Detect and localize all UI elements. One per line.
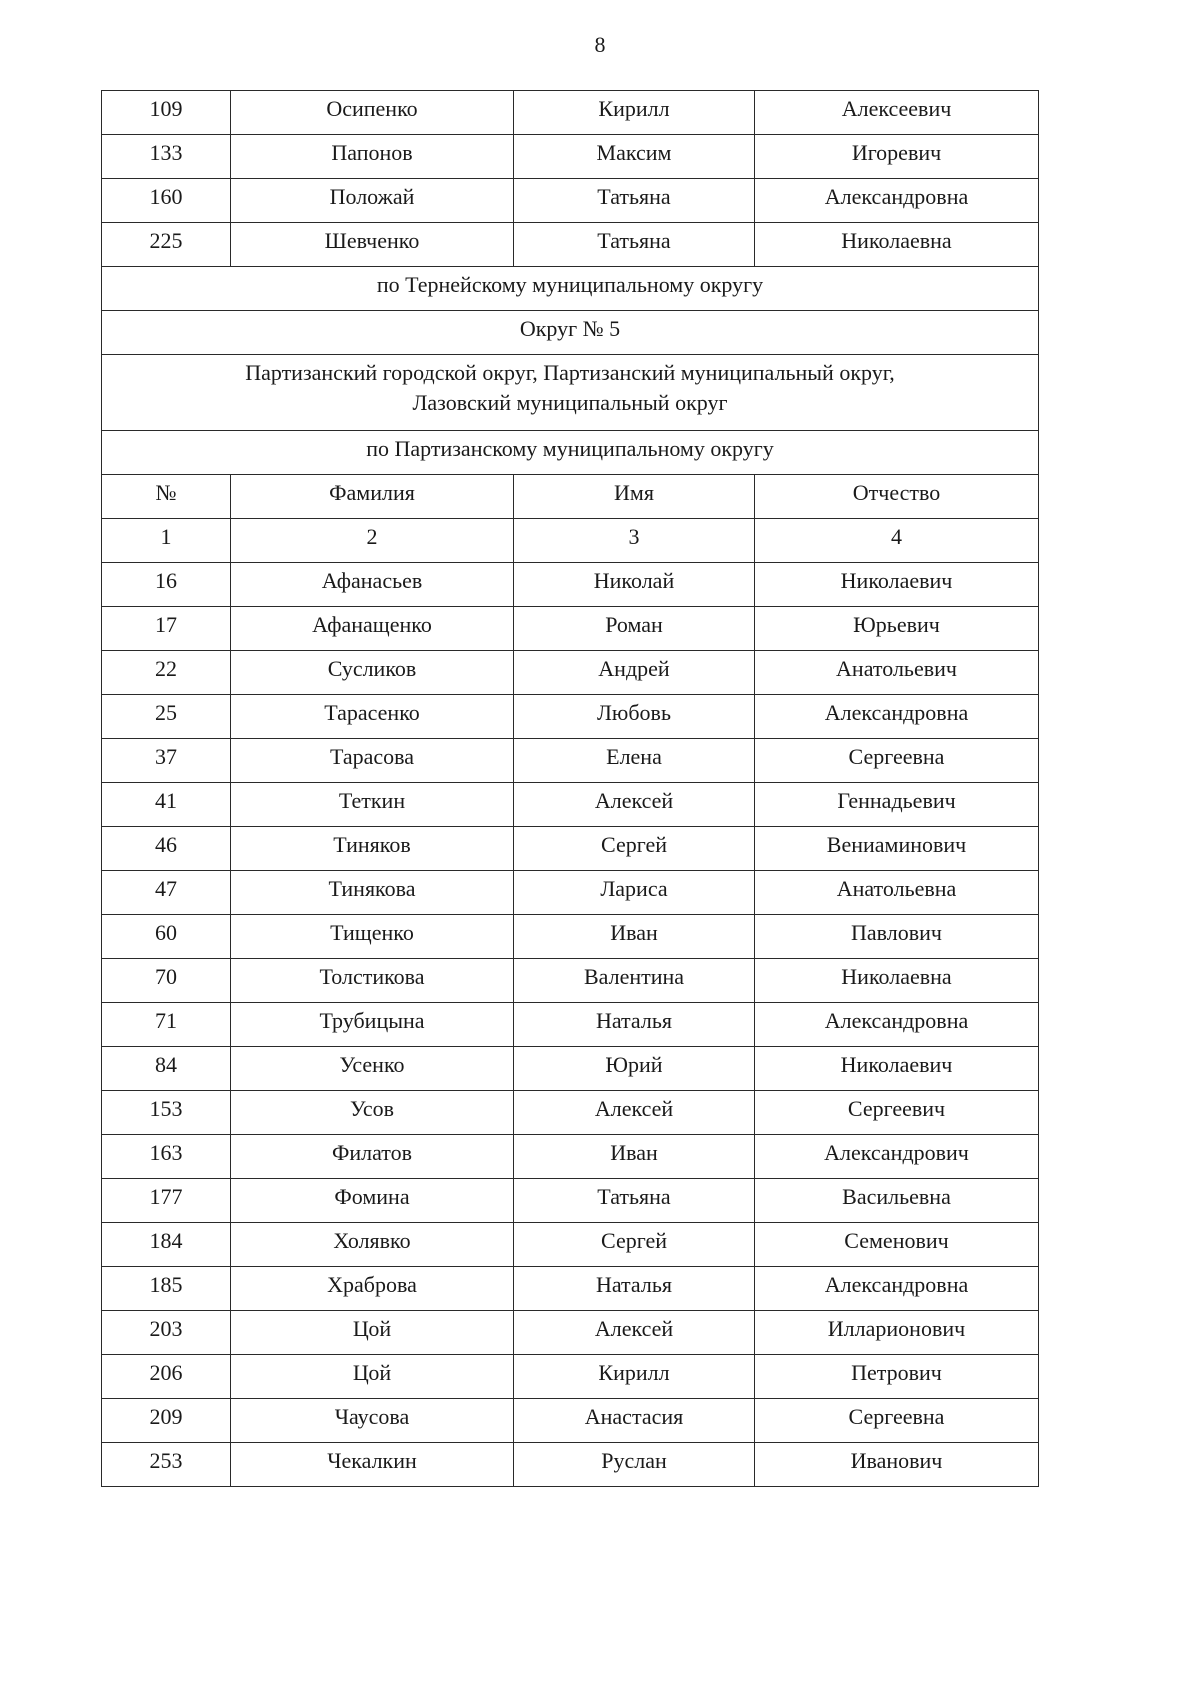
cell-surname: Фомина [231, 1179, 514, 1223]
column-numbers-row [102, 519, 1039, 563]
cell-surname: Шевченко [231, 223, 514, 267]
header-patronymic: Отчество [755, 475, 1039, 519]
district-title-row [102, 311, 1039, 355]
cell-patronymic: Илларионович [755, 1311, 1039, 1355]
table-row [102, 1443, 1039, 1487]
cell-name: Любовь [514, 695, 755, 739]
cell-surname: Трубицына [231, 1003, 514, 1047]
section-row-terney [102, 267, 1039, 311]
cell-number: 47 [102, 871, 231, 915]
table-row [102, 91, 1039, 135]
cell-name: Татьяна [514, 223, 755, 267]
cell-patronymic: Иванович [755, 1443, 1039, 1487]
cell-name: Юрий [514, 1047, 755, 1091]
table-row [102, 915, 1039, 959]
cell-patronymic: Николаевна [755, 223, 1039, 267]
district-title: Округ № 5 [102, 311, 1039, 355]
cell-number: 184 [102, 1223, 231, 1267]
cell-name: Алексей [514, 783, 755, 827]
cell-name: Валентина [514, 959, 755, 1003]
cell-surname: Тиняков [231, 827, 514, 871]
cell-surname: Тинякова [231, 871, 514, 915]
cell-patronymic: Васильевна [755, 1179, 1039, 1223]
cell-surname: Афанащенко [231, 607, 514, 651]
cell-number: 225 [102, 223, 231, 267]
cell-patronymic: Николаевна [755, 959, 1039, 1003]
cell-surname: Цой [231, 1355, 514, 1399]
cell-patronymic: Анатольевич [755, 651, 1039, 695]
cell-number: 163 [102, 1135, 231, 1179]
table-row [102, 1267, 1039, 1311]
section-terney: по Тернейскому муниципальному округу [102, 267, 1039, 311]
header-no: № [102, 475, 231, 519]
table-row [102, 179, 1039, 223]
table-row [102, 1399, 1039, 1443]
cell-number: 206 [102, 1355, 231, 1399]
section-partizansk: по Партизанскому муниципальному округу [102, 431, 1039, 475]
table-row [102, 1047, 1039, 1091]
cell-name: Алексей [514, 1091, 755, 1135]
table-row [102, 607, 1039, 651]
cell-patronymic: Николаевич [755, 563, 1039, 607]
cell-patronymic: Алексеевич [755, 91, 1039, 135]
cell-number: 60 [102, 915, 231, 959]
column-number-4: 4 [755, 519, 1039, 563]
cell-name: Елена [514, 739, 755, 783]
cell-number: 177 [102, 1179, 231, 1223]
cell-patronymic: Александровна [755, 179, 1039, 223]
cell-patronymic: Александровна [755, 1267, 1039, 1311]
cell-patronymic: Александровна [755, 1003, 1039, 1047]
district-desc-row [102, 355, 1039, 431]
table-row [102, 1135, 1039, 1179]
cell-number: 25 [102, 695, 231, 739]
cell-number: 84 [102, 1047, 231, 1091]
table-row [102, 871, 1039, 915]
cell-surname: Холявко [231, 1223, 514, 1267]
column-number-1: 1 [102, 519, 231, 563]
district-desc-line1: Партизанский городской округ, Партизанский муниципальный округ, [245, 360, 895, 385]
cell-number: 17 [102, 607, 231, 651]
cell-number: 185 [102, 1267, 231, 1311]
cell-name: Андрей [514, 651, 755, 695]
cell-number: 46 [102, 827, 231, 871]
cell-patronymic: Павлович [755, 915, 1039, 959]
table-row [102, 1179, 1039, 1223]
cell-number: 37 [102, 739, 231, 783]
cell-patronymic: Вениаминович [755, 827, 1039, 871]
table-row [102, 827, 1039, 871]
table-row [102, 959, 1039, 1003]
cell-name: Татьяна [514, 1179, 755, 1223]
cell-name: Сергей [514, 827, 755, 871]
cell-surname: Тищенко [231, 915, 514, 959]
cell-number: 160 [102, 179, 231, 223]
cell-patronymic: Геннадьевич [755, 783, 1039, 827]
cell-number: 209 [102, 1399, 231, 1443]
candidates-table [101, 90, 1039, 1487]
cell-surname: Афанасьев [231, 563, 514, 607]
district-desc-line2: Лазовский муниципальный округ [412, 390, 728, 415]
table-row [102, 135, 1039, 179]
cell-surname: Теткин [231, 783, 514, 827]
cell-patronymic: Петрович [755, 1355, 1039, 1399]
cell-number: 70 [102, 959, 231, 1003]
table-header-row [102, 475, 1039, 519]
top-rows [102, 91, 1039, 267]
cell-number: 109 [102, 91, 231, 135]
cell-patronymic: Сергеевна [755, 1399, 1039, 1443]
cell-name: Руслан [514, 1443, 755, 1487]
table-row [102, 223, 1039, 267]
cell-patronymic: Игоревич [755, 135, 1039, 179]
table-row [102, 563, 1039, 607]
cell-number: 41 [102, 783, 231, 827]
cell-name: Татьяна [514, 179, 755, 223]
cell-number: 16 [102, 563, 231, 607]
column-number-3: 3 [514, 519, 755, 563]
cell-name: Кирилл [514, 91, 755, 135]
cell-patronymic: Семенович [755, 1223, 1039, 1267]
cell-patronymic: Юрьевич [755, 607, 1039, 651]
page-number: 8 [594, 32, 606, 57]
cell-surname: Тарасенко [231, 695, 514, 739]
cell-name: Максим [514, 135, 755, 179]
cell-number: 22 [102, 651, 231, 695]
cell-name: Анастасия [514, 1399, 755, 1443]
cell-surname: Положай [231, 179, 514, 223]
table-row [102, 695, 1039, 739]
cell-number: 71 [102, 1003, 231, 1047]
section-row-partizansk [102, 431, 1039, 475]
table-row [102, 1355, 1039, 1399]
cell-surname: Сусликов [231, 651, 514, 695]
cell-name: Иван [514, 915, 755, 959]
cell-surname: Папонов [231, 135, 514, 179]
cell-surname: Чекалкин [231, 1443, 514, 1487]
cell-name: Алексей [514, 1311, 755, 1355]
cell-surname: Чаусова [231, 1399, 514, 1443]
cell-patronymic: Анатольевна [755, 871, 1039, 915]
cell-patronymic: Сергеевич [755, 1091, 1039, 1135]
cell-name: Лариса [514, 871, 755, 915]
cell-number: 153 [102, 1091, 231, 1135]
table-row [102, 651, 1039, 695]
cell-name: Иван [514, 1135, 755, 1179]
table-row [102, 1003, 1039, 1047]
cell-patronymic: Николаевич [755, 1047, 1039, 1091]
cell-number: 133 [102, 135, 231, 179]
cell-number: 203 [102, 1311, 231, 1355]
cell-name: Наталья [514, 1003, 755, 1047]
column-number-2: 2 [231, 519, 514, 563]
cell-surname: Усов [231, 1091, 514, 1135]
cell-number: 253 [102, 1443, 231, 1487]
cell-surname: Толстикова [231, 959, 514, 1003]
cell-name: Наталья [514, 1267, 755, 1311]
main-rows [102, 563, 1039, 1487]
cell-name: Николай [514, 563, 755, 607]
cell-patronymic: Александровна [755, 695, 1039, 739]
table-row [102, 739, 1039, 783]
cell-name: Сергей [514, 1223, 755, 1267]
cell-patronymic: Александрович [755, 1135, 1039, 1179]
section-headers [102, 267, 1039, 563]
table-row [102, 1311, 1039, 1355]
header-name: Имя [514, 475, 755, 519]
cell-patronymic: Сергеевна [755, 739, 1039, 783]
cell-surname: Филатов [231, 1135, 514, 1179]
table-row [102, 1091, 1039, 1135]
cell-surname: Усенко [231, 1047, 514, 1091]
table-row [102, 783, 1039, 827]
cell-surname: Тарасова [231, 739, 514, 783]
table-row [102, 1223, 1039, 1267]
district-description [102, 355, 1039, 431]
cell-surname: Цой [231, 1311, 514, 1355]
cell-name: Кирилл [514, 1355, 755, 1399]
cell-surname: Осипенко [231, 91, 514, 135]
cell-surname: Храброва [231, 1267, 514, 1311]
cell-name: Роман [514, 607, 755, 651]
header-surname: Фамилия [231, 475, 514, 519]
